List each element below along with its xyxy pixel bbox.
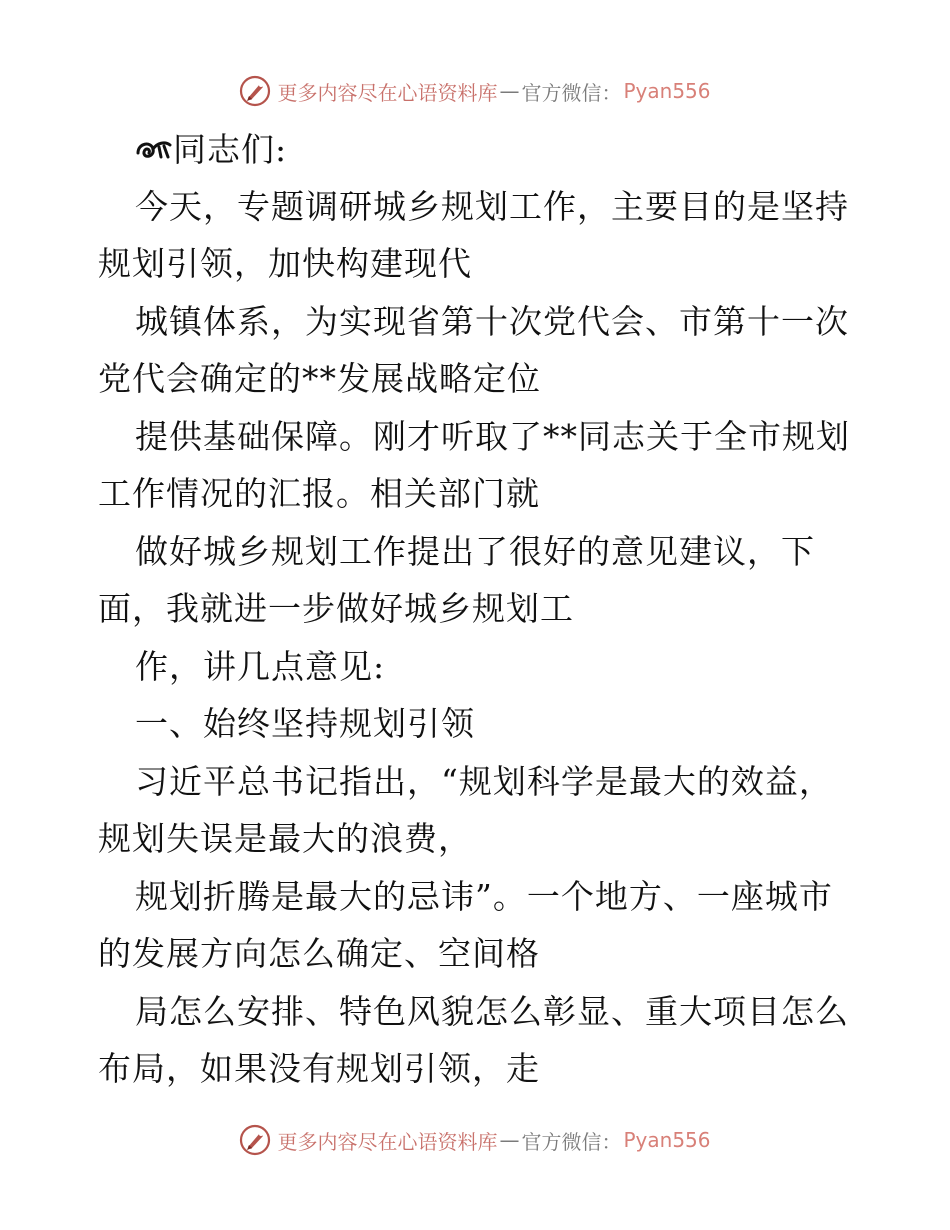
paragraph-line: 今天，专题调研城乡规划工作，主要目的是坚持 — [135, 187, 849, 226]
banner-wechat-id: Pyan556 — [623, 79, 711, 103]
paragraph-line: 城镇体系，为实现省第十次党代会、市第十一次 — [135, 302, 849, 341]
paragraph-line: 提供基础保障。刚才听取了**同志关于全市规划 — [135, 417, 850, 456]
paragraph-line: 做好城乡规划工作提出了很好的意见建议，下 — [135, 532, 815, 571]
paragraph-line: 规划折腾是最大的忌讳”。一个地方、一座城市 — [135, 877, 833, 916]
paragraph-line: 党代会确定的**发展战略定位 — [98, 359, 541, 398]
paragraph-line: 面，我就进一步做好城乡规划工 — [98, 589, 574, 628]
banner-dash: — — [499, 79, 520, 103]
banner-main-text: 更多内容尽在心语资料库 — [277, 1129, 498, 1154]
quill-pen-logo-icon — [239, 1124, 271, 1156]
paragraph-line: 习近平总书记指出，“规划科学是最大的效益， — [135, 762, 833, 801]
paragraph-line: 作，讲几点意见: — [135, 647, 386, 686]
banner-dash: — — [499, 1128, 520, 1152]
paragraph-line: 局怎么安排、特色风貌怎么彰显、重大项目怎么 — [135, 992, 849, 1031]
paragraph-line: 规划失误是最大的浪费， — [98, 819, 472, 858]
banner-wechat-id: Pyan556 — [623, 1128, 711, 1152]
paragraph-line: 规划引领，加快构建现代 — [98, 244, 472, 283]
salutation-line — [135, 130, 287, 170]
flourish-ornament-icon — [135, 135, 173, 165]
quill-pen-logo-icon — [239, 75, 271, 107]
salutation-text: 同志们: — [173, 130, 288, 169]
banner-main-text: 更多内容尽在心语资料库 — [277, 80, 498, 105]
paragraph-line: 工作情况的汇报。相关部门就 — [98, 474, 540, 513]
banner-wechat-label: 官方微信： — [521, 1129, 622, 1154]
banner-wechat-label: 官方微信： — [521, 80, 622, 105]
header-watermark-banner — [0, 71, 950, 111]
footer-watermark-banner — [0, 1120, 950, 1160]
paragraph-line: 布局，如果没有规划引领，走 — [98, 1049, 540, 1088]
section-heading: 一、始终坚持规划引领 — [135, 704, 475, 743]
paragraph-line: 的发展方向怎么确定、空间格 — [98, 934, 540, 973]
